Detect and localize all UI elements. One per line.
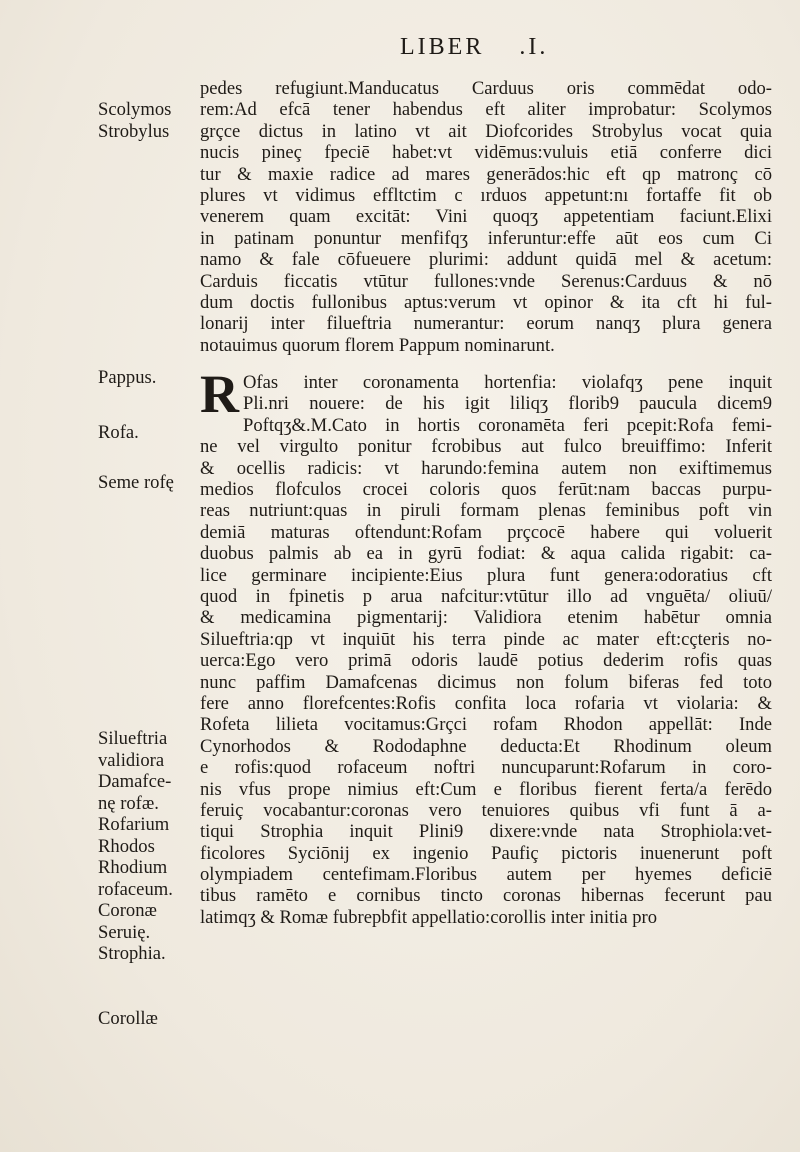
margin-note: Rhodos [98, 836, 155, 857]
text-line: Pli.nri nouere: de his igit liliqʒ florib9 paucula dicem9 [243, 393, 772, 415]
margin-note: Seme rofę [98, 472, 174, 493]
text-line: grçce dictus in latino vt ait Diofcorides Strobylus vocat quia [200, 120, 772, 142]
text-line: quod in fpinetis p arua nafcitur:vtūtur illo ad vnguēta/ oliuū/ [200, 585, 772, 607]
text-line: Ofas inter coronamenta hortenfia: violafqʒ pene inquit [243, 372, 772, 394]
margin-note: Rhodium [98, 857, 168, 878]
text-line: notauimus quorum florem Pappum nominarunt. [200, 334, 555, 356]
margin-note: Scolymos [98, 99, 172, 120]
margin-note: Damafce- [98, 771, 172, 792]
text-line: Poftqʒ&.M.Cato in hortis coronamēta feri pcepit:Rofa femi- [243, 414, 772, 436]
text-line: lonarij inter filueftria numerantur: eorum nanqʒ plura genera [200, 313, 772, 335]
text-line: feruiç vocabantur:coronas vero tenuiores quibus vfi funt ā a- [200, 799, 772, 821]
margin-note: nę rofæ. [98, 793, 159, 814]
text-line: & ocellis radicis: vt harundo:femina autem non exiftimemus [200, 457, 772, 479]
text-line: tibus ramēto e cornibus tincto coronas hibernas fecerunt pau [200, 885, 772, 907]
text-line: duobus palmis ab ea in gyrū fodiat: & aqua calida rigabit: ca- [200, 543, 772, 565]
running-header [400, 34, 660, 61]
main-text [200, 78, 772, 928]
text-line: & medicamina pigmentarij: Validiora etenim habētur omnia [200, 607, 772, 629]
margin-note: Silueftria [98, 728, 168, 749]
text-line: nucis pineç fpeciē habet:vt vidēmus:vuluis etiā conferre dici [200, 142, 772, 164]
section-carduus [200, 78, 772, 356]
text-line: Cynorhodos & Rododaphne deducta:Et Rhodinum oleum [200, 735, 772, 757]
text-line: lice germinare incipiente:Eius plura funt genera:odoratius cft [200, 564, 772, 586]
margin-note: Rofarium [98, 814, 170, 835]
section-rosa [200, 364, 772, 928]
header-number: .I. [519, 34, 549, 60]
text-line: plures vt vidimus effltctim c ırduos appetunt:nı fortaffe fit ob [200, 184, 772, 206]
text-line: nunc paffim Damafcenas dicimus non folum biferas fed toto [200, 671, 772, 693]
text-line: uerca:Ego vero primā odoris laudē potius dederim rofis quas [200, 650, 772, 672]
text-line: rem:Ad efcā tener habendus eft aliter improbatur: Scolymos [200, 99, 772, 121]
text-line: medios flofculos crocei coloris quos ferūt:nam baccas purpu- [200, 479, 772, 501]
text-line: dum doctis fullonibus aptus:verum vt opinor & ita cft hi ful- [200, 291, 772, 313]
margin-note: Seruię. [98, 922, 151, 943]
text-line: nis vfus prope nimius eft:Cum e floribus fierent ferta/a ferēdo [200, 778, 772, 800]
margin-note: Rofa. [98, 422, 139, 443]
text-line: demiā maturas oftendunt:Rofam prçcocē habere qui voluerit [200, 521, 772, 543]
text-line: olympiadem centefimam.Floribus autem per hyemes deficiē [200, 864, 772, 886]
text-line: Carduis ficcatis vtūtur fullones:vnde Serenus:Carduus & nō [200, 270, 772, 292]
text-line: tiqui Strophia inquit Plini9 dixere:vnde nata Strophiola:vet- [200, 821, 772, 843]
margin-note: rofaceum. [98, 879, 173, 900]
drop-cap: R [200, 364, 239, 425]
text-line: e rofis:quod rofaceum noftri nuncuparunt:Rofarum in coro- [200, 757, 772, 779]
margin-note: Pappus. [98, 367, 157, 388]
text-line: Silueftria:qp vt inquiūt his terra pinde ac mater eft:cçteris no- [200, 628, 772, 650]
text-line: ne vel virgulto ponitur fcrobibus aut fulco breuiffimo: Inferit [200, 436, 772, 458]
text-line: tur & maxie radice ad mares generādos:hic eft qp matronç cō [200, 163, 772, 185]
margin-note: Strobylus [98, 121, 170, 142]
margin-note: Strophia. [98, 943, 166, 964]
text-line: reas nutriunt:quas in piruli formam plenas feminibus poft vin [200, 500, 772, 522]
text-line: latimqʒ & Romæ fubrepbfit appellatio:corollis inter initia pro [200, 906, 657, 928]
text-line: namo & fale cōfueuere plurimi: addunt quidā mel & acetum: [200, 249, 772, 271]
text-line: Rofeta lilieta vocitamus:Grçci rofam Rhodon appellāt: Inde [200, 714, 772, 736]
margin-note: validiora [98, 750, 165, 771]
margin-note: Corollæ [98, 1008, 158, 1029]
header-book: LIBER [400, 34, 485, 60]
margin-note: Coronæ [98, 900, 157, 921]
text-line: pedes refugiunt.Manducatus Carduus oris commēdat odo- [200, 78, 772, 99]
text-line: ficolores Syciōnij ex ingenio Paufiç pictoris inuenerunt poft [200, 842, 772, 864]
text-line: venerem quam excitāt: Vini quoqʒ appetentiam faciunt.Elixi [200, 206, 772, 228]
section-gap [200, 356, 772, 372]
text-line: fere anno florefcentes:Rofis confita loca rofaria vt violaria: & [200, 692, 772, 714]
text-line: in patinam ponuntur menfifqʒ inferuntur:effe aūt eos cum Ci [200, 227, 772, 249]
